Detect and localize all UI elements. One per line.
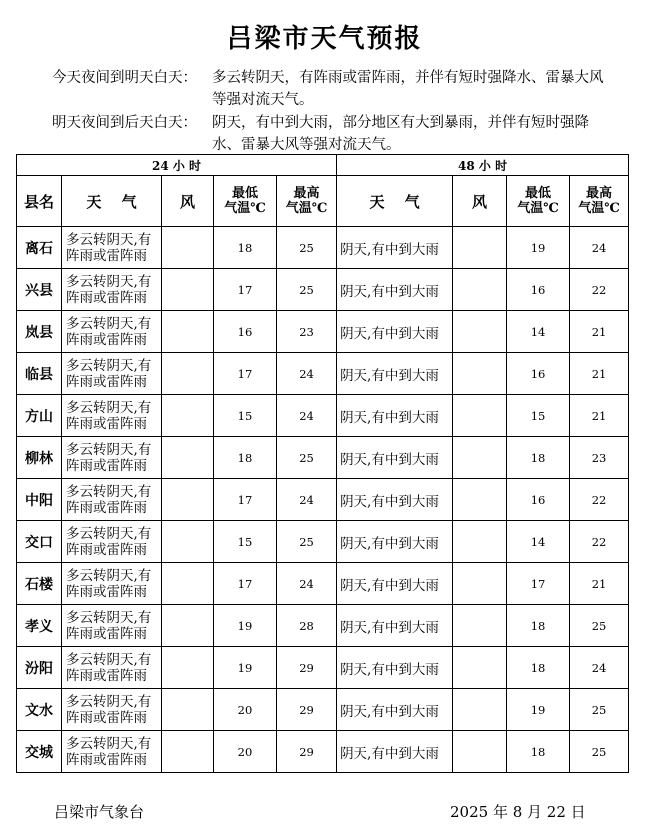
weather-24h-cell: 多云转阴天,有阵雨或雷阵雨 — [62, 353, 162, 395]
weather-48h-cell: 阴天,有中到大雨 — [337, 563, 453, 605]
wind-24h-cell — [162, 227, 214, 269]
header-max-temp-48h: 最高 气温℃ — [570, 176, 629, 227]
forecast-tonight-tomorrow — [52, 67, 612, 111]
min-temp-48h-cell: 15 — [507, 395, 570, 437]
county-cell: 离石 — [17, 227, 62, 269]
header-min-temp-48h: 最低 气温℃ — [507, 176, 570, 227]
header-weather-24h: 天 气 — [62, 176, 162, 227]
wind-48h-cell — [453, 605, 507, 647]
max-temp-48h-cell: 24 — [570, 227, 629, 269]
weather-24h-cell: 多云转阴天,有阵雨或雷阵雨 — [62, 479, 162, 521]
weather-48h-cell: 阴天,有中到大雨 — [337, 437, 453, 479]
max-temp-24h-cell: 29 — [277, 647, 337, 689]
wind-48h-cell — [453, 731, 507, 773]
wind-24h-cell — [162, 647, 214, 689]
weather-24h-cell: 多云转阴天,有阵雨或雷阵雨 — [62, 437, 162, 479]
county-cell: 方山 — [17, 395, 62, 437]
max-temp-48h-cell: 24 — [570, 647, 629, 689]
min-temp-24h-cell: 17 — [214, 479, 277, 521]
table-row — [17, 395, 629, 437]
weather-48h-cell: 阴天,有中到大雨 — [337, 269, 453, 311]
min-temp-48h-cell: 16 — [507, 479, 570, 521]
max-temp-24h-cell: 24 — [277, 353, 337, 395]
wind-24h-cell — [162, 437, 214, 479]
weather-24h-cell: 多云转阴天,有阵雨或雷阵雨 — [62, 227, 162, 269]
wind-48h-cell — [453, 311, 507, 353]
max-temp-48h-cell: 23 — [570, 437, 629, 479]
wind-48h-cell — [453, 689, 507, 731]
header-wind-48h: 风 — [453, 176, 507, 227]
weather-24h-cell: 多云转阴天,有阵雨或雷阵雨 — [62, 731, 162, 773]
county-cell: 交城 — [17, 731, 62, 773]
min-temp-24h-cell: 17 — [214, 269, 277, 311]
county-cell: 孝义 — [17, 605, 62, 647]
table-row — [17, 269, 629, 311]
issuer: 吕梁市气象台 — [54, 803, 145, 821]
min-temp-24h-cell: 18 — [214, 437, 277, 479]
wind-24h-cell — [162, 479, 214, 521]
max-temp-24h-cell: 28 — [277, 605, 337, 647]
forecast-tomorrow-night-day-after — [52, 112, 612, 156]
page-title: 吕梁市天气预报 — [226, 24, 423, 54]
max-temp-24h-cell: 24 — [277, 479, 337, 521]
max-temp-48h-cell: 25 — [570, 605, 629, 647]
county-cell: 临县 — [17, 353, 62, 395]
min-temp-24h-cell: 20 — [214, 689, 277, 731]
table-row — [17, 563, 629, 605]
max-temp-48h-cell: 21 — [570, 353, 629, 395]
header-wind-24h: 风 — [162, 176, 214, 227]
weather-48h-cell: 阴天,有中到大雨 — [337, 311, 453, 353]
min-temp-48h-cell: 19 — [507, 227, 570, 269]
header-48h: 48 小 时 — [337, 155, 629, 176]
weather-48h-cell: 阴天,有中到大雨 — [337, 689, 453, 731]
wind-48h-cell — [453, 647, 507, 689]
forecast-table — [16, 154, 629, 773]
wind-24h-cell — [162, 521, 214, 563]
issue-date: 2025 年 8 月 22 日 — [450, 803, 586, 821]
max-temp-24h-cell: 23 — [277, 311, 337, 353]
max-temp-24h-cell: 24 — [277, 563, 337, 605]
county-cell: 柳林 — [17, 437, 62, 479]
min-temp-48h-cell: 14 — [507, 521, 570, 563]
wind-48h-cell — [453, 227, 507, 269]
min-temp-48h-cell: 14 — [507, 311, 570, 353]
min-temp-48h-cell: 17 — [507, 563, 570, 605]
table-row — [17, 689, 629, 731]
wind-48h-cell — [453, 521, 507, 563]
county-cell: 交口 — [17, 521, 62, 563]
table-row — [17, 731, 629, 773]
wind-24h-cell — [162, 311, 214, 353]
weather-24h-cell: 多云转阴天,有阵雨或雷阵雨 — [62, 647, 162, 689]
max-temp-48h-cell: 22 — [570, 269, 629, 311]
weather-24h-cell: 多云转阴天,有阵雨或雷阵雨 — [62, 563, 162, 605]
wind-24h-cell — [162, 395, 214, 437]
max-temp-24h-cell: 25 — [277, 521, 337, 563]
min-temp-24h-cell: 17 — [214, 353, 277, 395]
weather-24h-cell: 多云转阴天,有阵雨或雷阵雨 — [62, 311, 162, 353]
weather-48h-cell: 阴天,有中到大雨 — [337, 605, 453, 647]
weather-48h-cell: 阴天,有中到大雨 — [337, 353, 453, 395]
max-temp-24h-cell: 25 — [277, 437, 337, 479]
min-temp-24h-cell: 16 — [214, 311, 277, 353]
county-cell: 汾阳 — [17, 647, 62, 689]
forecast-label: 明天夜间到后天白天： — [52, 115, 197, 131]
wind-48h-cell — [453, 395, 507, 437]
min-temp-24h-cell: 19 — [214, 605, 277, 647]
forecast-text: 阴天，有中到大雨，部分地区有大到暴雨，并伴有短时强降水、雷暴大风等强对流天气。 — [212, 115, 589, 153]
header-county: 县名 — [17, 176, 62, 227]
weather-48h-cell: 阴天,有中到大雨 — [337, 227, 453, 269]
wind-48h-cell — [453, 479, 507, 521]
min-temp-24h-cell: 18 — [214, 227, 277, 269]
forecast-text: 多云转阴天，有阵雨或雷阵雨，并伴有短时强降水、雷暴大风等强对流天气。 — [212, 70, 604, 108]
max-temp-48h-cell: 22 — [570, 479, 629, 521]
wind-24h-cell — [162, 605, 214, 647]
wind-48h-cell — [453, 353, 507, 395]
table-row — [17, 479, 629, 521]
table-row — [17, 353, 629, 395]
table-row — [17, 521, 629, 563]
weather-48h-cell: 阴天,有中到大雨 — [337, 521, 453, 563]
min-temp-24h-cell: 20 — [214, 731, 277, 773]
wind-48h-cell — [453, 269, 507, 311]
min-temp-48h-cell: 18 — [507, 437, 570, 479]
min-temp-48h-cell: 19 — [507, 689, 570, 731]
county-cell: 兴县 — [17, 269, 62, 311]
min-temp-48h-cell: 18 — [507, 647, 570, 689]
min-temp-48h-cell: 16 — [507, 269, 570, 311]
max-temp-48h-cell: 21 — [570, 563, 629, 605]
wind-48h-cell — [453, 563, 507, 605]
column-header-row — [17, 176, 629, 227]
table-row — [17, 437, 629, 479]
weather-48h-cell: 阴天,有中到大雨 — [337, 395, 453, 437]
county-cell: 石楼 — [17, 563, 62, 605]
county-cell: 文水 — [17, 689, 62, 731]
min-temp-24h-cell: 17 — [214, 563, 277, 605]
max-temp-48h-cell: 21 — [570, 311, 629, 353]
max-temp-48h-cell: 25 — [570, 731, 629, 773]
header-max-temp-24h: 最高 气温℃ — [277, 176, 337, 227]
weather-24h-cell: 多云转阴天,有阵雨或雷阵雨 — [62, 395, 162, 437]
min-temp-48h-cell: 18 — [507, 731, 570, 773]
county-cell: 中阳 — [17, 479, 62, 521]
wind-48h-cell — [453, 437, 507, 479]
weather-24h-cell: 多云转阴天,有阵雨或雷阵雨 — [62, 605, 162, 647]
min-temp-48h-cell: 16 — [507, 353, 570, 395]
min-temp-24h-cell: 19 — [214, 647, 277, 689]
wind-24h-cell — [162, 731, 214, 773]
max-temp-24h-cell: 29 — [277, 731, 337, 773]
weather-48h-cell: 阴天,有中到大雨 — [337, 479, 453, 521]
weather-24h-cell: 多云转阴天,有阵雨或雷阵雨 — [62, 521, 162, 563]
weather-24h-cell: 多云转阴天,有阵雨或雷阵雨 — [62, 689, 162, 731]
table-row — [17, 605, 629, 647]
max-temp-24h-cell: 25 — [277, 269, 337, 311]
wind-24h-cell — [162, 353, 214, 395]
header-min-temp-24h: 最低 气温℃ — [214, 176, 277, 227]
header-24h: 24 小 时 — [17, 155, 337, 176]
max-temp-24h-cell: 29 — [277, 689, 337, 731]
min-temp-24h-cell: 15 — [214, 521, 277, 563]
min-temp-48h-cell: 18 — [507, 605, 570, 647]
max-temp-48h-cell: 21 — [570, 395, 629, 437]
period-header-row — [17, 155, 629, 176]
max-temp-24h-cell: 24 — [277, 395, 337, 437]
table-row — [17, 227, 629, 269]
wind-24h-cell — [162, 269, 214, 311]
max-temp-24h-cell: 25 — [277, 227, 337, 269]
table-row — [17, 311, 629, 353]
weather-48h-cell: 阴天,有中到大雨 — [337, 647, 453, 689]
header-weather-48h: 天 气 — [337, 176, 453, 227]
weather-48h-cell: 阴天,有中到大雨 — [337, 731, 453, 773]
table-row — [17, 647, 629, 689]
forecast-label: 今天夜间到明天白天： — [52, 70, 197, 86]
max-temp-48h-cell: 22 — [570, 521, 629, 563]
max-temp-48h-cell: 25 — [570, 689, 629, 731]
wind-24h-cell — [162, 689, 214, 731]
wind-24h-cell — [162, 563, 214, 605]
min-temp-24h-cell: 15 — [214, 395, 277, 437]
county-cell: 岚县 — [17, 311, 62, 353]
weather-24h-cell: 多云转阴天,有阵雨或雷阵雨 — [62, 269, 162, 311]
